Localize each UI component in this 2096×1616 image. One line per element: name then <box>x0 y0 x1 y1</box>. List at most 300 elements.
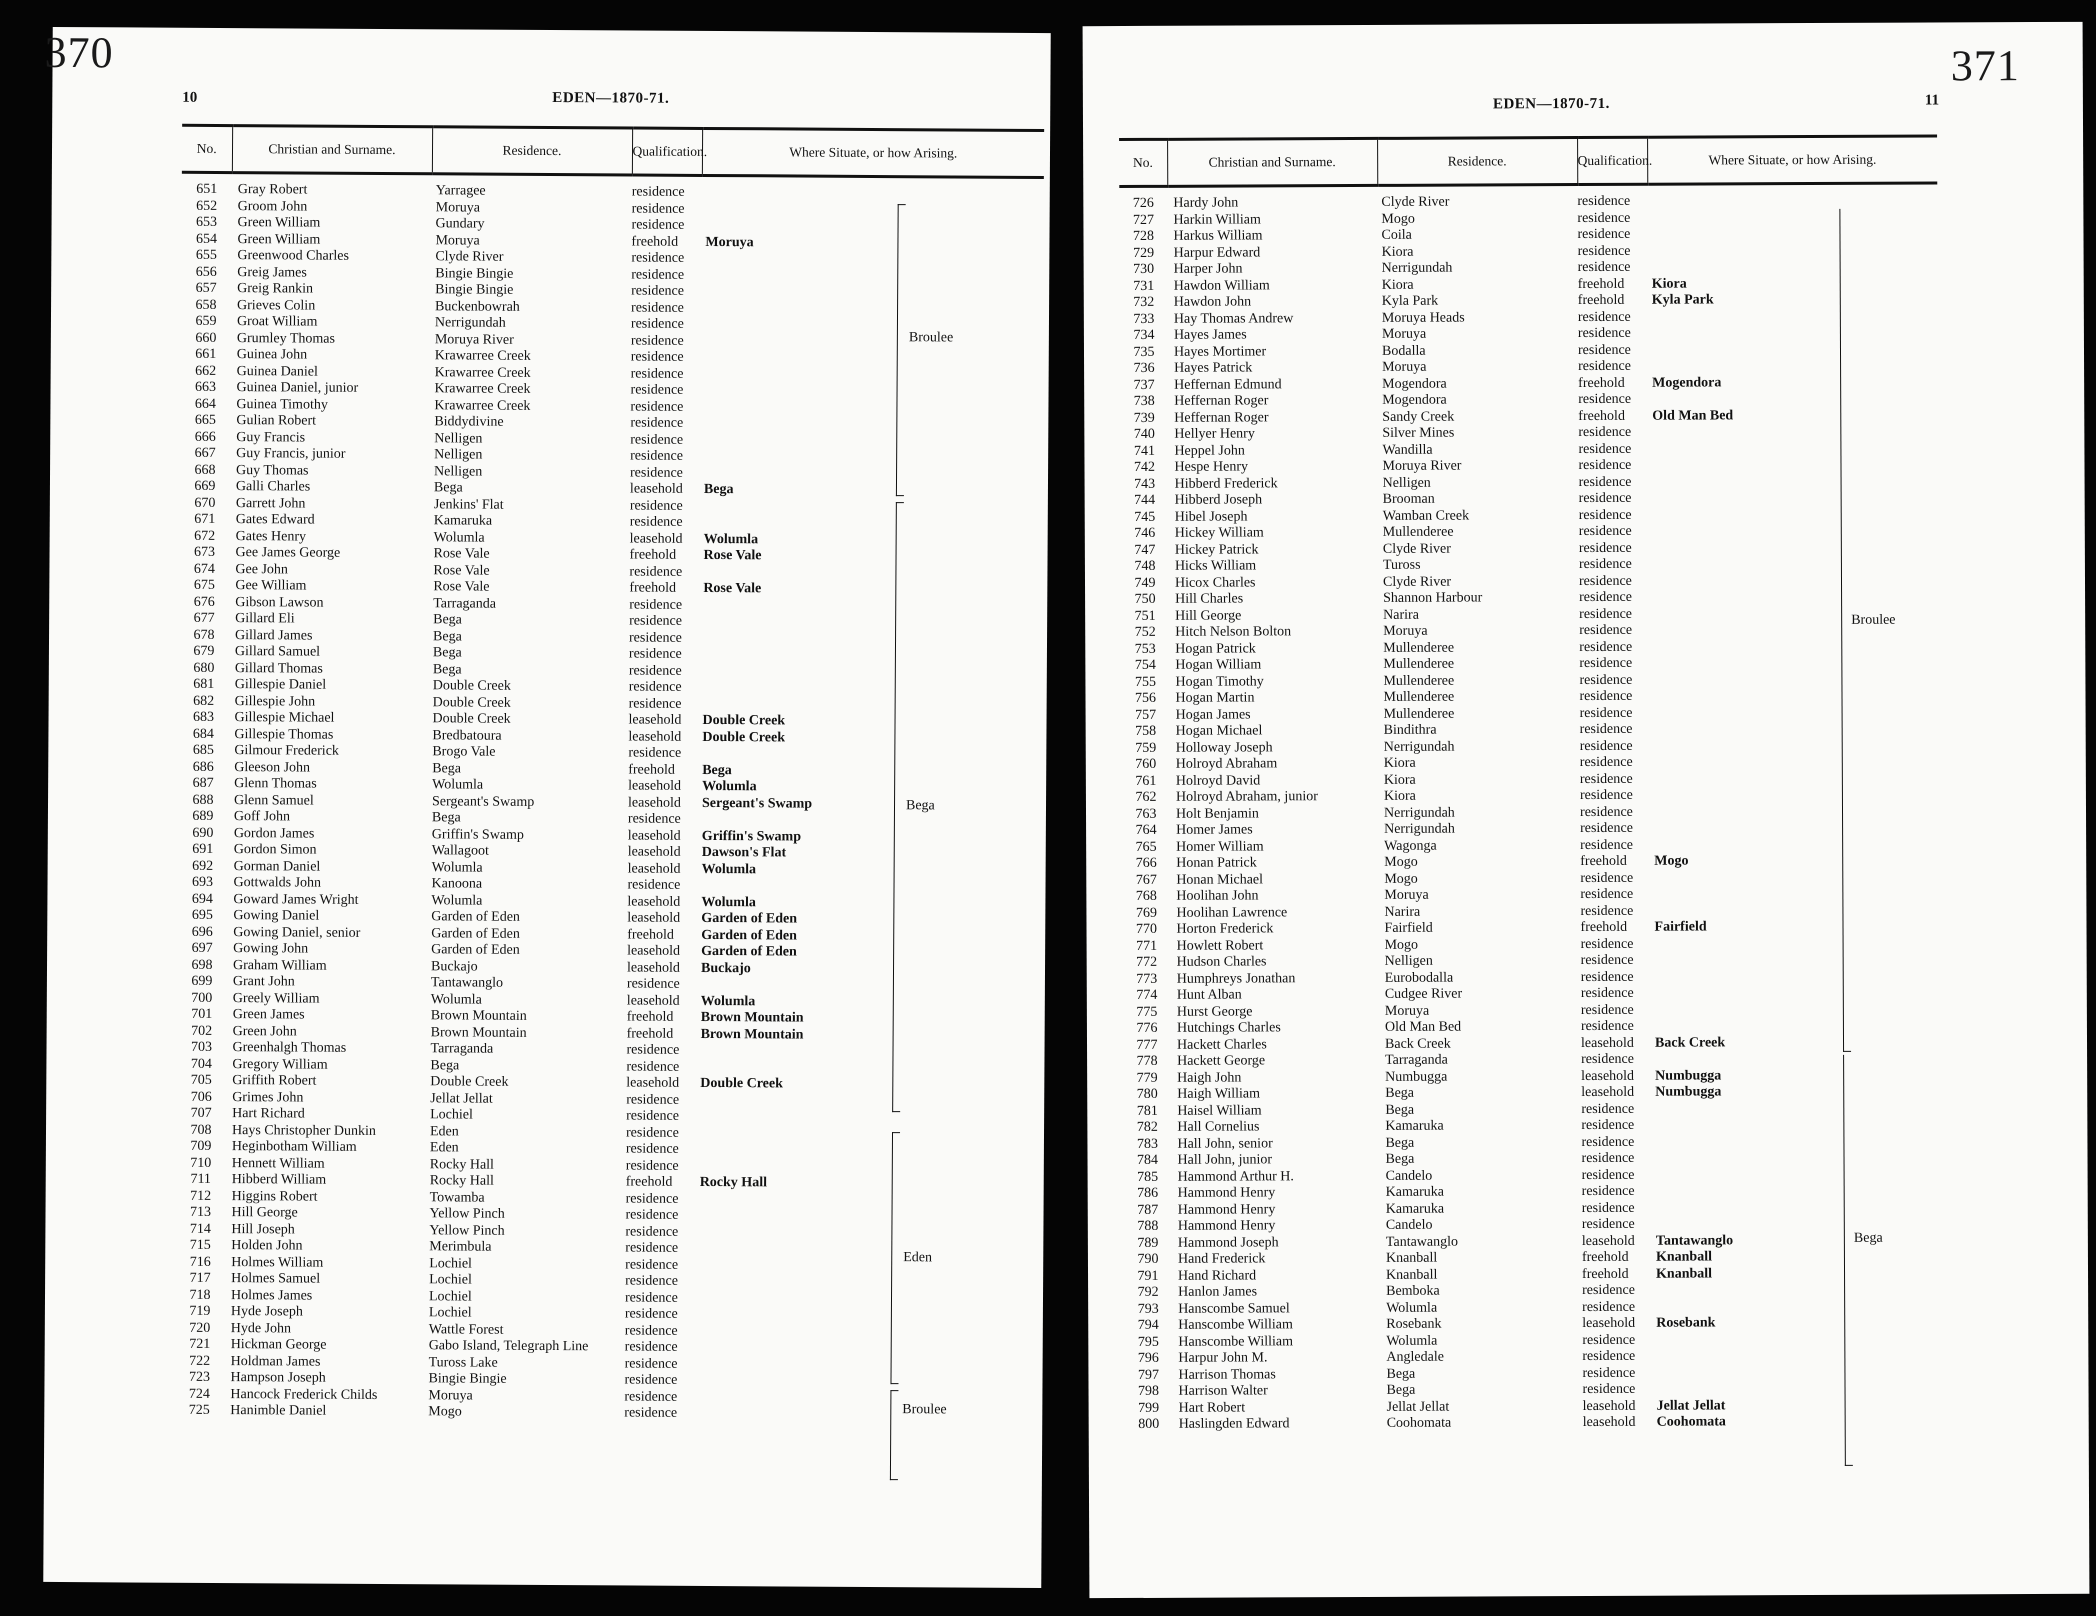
where-situate <box>1648 258 1938 276</box>
residence: Tantawanglo <box>430 975 504 991</box>
entry-number: 699 <box>191 973 213 989</box>
where-situate <box>1648 324 1938 342</box>
residence: Mogendora <box>1382 392 1447 408</box>
residence: Candelo <box>1385 1168 1433 1184</box>
voter-name: Hudson Charles <box>1176 954 1267 970</box>
voter-name: Gee William <box>235 578 307 594</box>
voter-name: Greig Rankin <box>237 281 314 297</box>
voter-name: Hickman George <box>230 1337 327 1353</box>
residence: Krawarree Creek <box>434 364 531 381</box>
where-situate: Mogo <box>1654 853 1689 869</box>
where-situate <box>699 696 1041 715</box>
voter-name: Holloway Joseph <box>1175 739 1273 756</box>
left-stamp-number: 370 <box>44 27 114 78</box>
entry-number: 743 <box>1134 476 1156 492</box>
entry-number: 687 <box>192 775 214 791</box>
header-no: No. <box>1119 139 1167 186</box>
residence: Kiora <box>1381 244 1414 260</box>
residence: Fairfield <box>1384 920 1433 936</box>
residence: Lochiel <box>428 1305 472 1321</box>
residence: Wandilla <box>1382 442 1433 458</box>
qualification: leasehold <box>626 1075 680 1091</box>
qualification: freehold <box>629 547 677 563</box>
voter-name: Hibberd Joseph <box>1174 492 1263 508</box>
entry-number: 769 <box>1135 905 1157 921</box>
qualification: residence <box>625 1157 679 1174</box>
residence: Bemboka <box>1386 1283 1440 1299</box>
where-situate <box>1650 885 1940 903</box>
where-situate <box>702 185 1044 204</box>
table-row <box>1125 1413 1943 1433</box>
qualification: residence <box>1577 226 1631 243</box>
voter-name: Hibberd Frederick <box>1174 475 1278 492</box>
residence: Knanball <box>1385 1267 1438 1283</box>
voter-name: Hay Thomas Andrew <box>1173 310 1294 327</box>
residence: Kamaruka <box>433 513 493 529</box>
where-situate: Wolumla <box>702 778 757 795</box>
where-situate <box>696 1043 1038 1062</box>
qualification: residence <box>630 316 684 332</box>
where-situate: Coohomata <box>1656 1414 1726 1430</box>
residence: Coila <box>1381 227 1412 243</box>
residence: Nelligen <box>434 430 483 447</box>
qualification: residence <box>626 1108 680 1124</box>
entry-number: 762 <box>1135 789 1157 805</box>
where-situate <box>1652 1199 1942 1217</box>
where-situate <box>695 1241 1037 1260</box>
entry-number: 664 <box>194 396 217 412</box>
entry-number: 756 <box>1134 690 1157 706</box>
where-situate <box>1649 621 1939 639</box>
residence: Mullenderee <box>1383 673 1455 689</box>
qualification: residence <box>625 1207 679 1223</box>
where-situate: Garden of Eden <box>701 927 797 944</box>
entry-number: 780 <box>1136 1086 1158 1102</box>
residence: Merimbula <box>429 1239 492 1255</box>
entry-number: 774 <box>1136 987 1158 1003</box>
where-situate <box>1650 720 1940 738</box>
voter-name: Homer James <box>1176 822 1253 838</box>
residence: Kiora <box>1381 277 1414 293</box>
entry-number: 739 <box>1133 410 1155 426</box>
qualification: residence <box>1578 490 1632 507</box>
entry-number: 672 <box>194 528 216 544</box>
where-situate <box>1649 473 1939 491</box>
qualification: residence <box>624 1355 678 1372</box>
voter-name: Gordon James <box>233 825 315 842</box>
qualification: residence <box>629 514 683 530</box>
voter-name: Guy Thomas <box>236 462 309 479</box>
voter-name: Glenn Thomas <box>234 776 317 792</box>
header-name: Christian and Surname. <box>232 126 432 174</box>
where-situate <box>1649 522 1939 540</box>
residence: Wolumla <box>432 777 484 793</box>
qualification: residence <box>1579 705 1633 721</box>
entry-number: 660 <box>195 330 217 346</box>
voter-name: Hall John, junior <box>1177 1152 1273 1168</box>
right-header-row <box>1119 136 1937 187</box>
where-situate <box>1650 786 1940 804</box>
voter-name: Hoolihan Lawrence <box>1176 904 1288 921</box>
qualification: residence <box>1579 639 1633 655</box>
qualification: residence <box>627 877 681 893</box>
qualification: residence <box>1581 1167 1635 1183</box>
residence: Eden <box>429 1140 459 1156</box>
residence: Bega <box>1386 1366 1416 1382</box>
qualification: residence <box>1579 771 1633 787</box>
entry-number: 663 <box>195 379 217 395</box>
entry-number: 691 <box>192 841 214 857</box>
entry-number: 782 <box>1136 1119 1158 1135</box>
entry-number: 688 <box>192 792 214 808</box>
where-situate <box>697 977 1039 996</box>
entry-number: 791 <box>1137 1268 1159 1284</box>
qualification: residence <box>1581 1200 1635 1216</box>
voter-name: Hawdon John <box>1173 294 1252 310</box>
voter-name: Guy Francis <box>236 429 306 446</box>
qualification: residence <box>1582 1348 1636 1365</box>
residence: Krawarree Creek <box>434 397 531 414</box>
qualification: residence <box>628 662 682 679</box>
entry-number: 783 <box>1136 1136 1158 1152</box>
where-situate <box>699 680 1041 699</box>
right-group-label-2: Bega <box>1853 1230 1883 1246</box>
entry-number: 668 <box>194 462 216 478</box>
where-situate <box>695 1307 1037 1326</box>
residence: Yellow Pinch <box>429 1222 505 1239</box>
residence: Bredbatoura <box>432 727 502 744</box>
qualification: leasehold <box>1582 1315 1636 1332</box>
qualification: residence <box>1578 358 1631 375</box>
where-situate <box>1651 1133 1941 1151</box>
voter-name: Hogan Patrick <box>1175 640 1256 657</box>
voter-name: Guinea Daniel, junior <box>236 380 359 396</box>
left-header-row <box>182 125 1044 177</box>
qualification: residence <box>631 184 685 200</box>
voter-name: Hill Charles <box>1175 591 1244 607</box>
where-situate: Rosebank <box>1656 1315 1716 1331</box>
voter-name: Gregory William <box>232 1056 328 1073</box>
where-situate: Double Creek <box>700 1075 783 1092</box>
qualification: residence <box>1577 193 1631 210</box>
voter-name: Honan Patrick <box>1176 855 1257 871</box>
voter-name: Gillespie John <box>234 693 316 710</box>
where-situate <box>1652 1380 1942 1398</box>
voter-name: Haslingden Edward <box>1178 1416 1290 1432</box>
entry-number: 726 <box>1132 195 1154 211</box>
residence: Garden of Eden <box>431 942 520 958</box>
where-situate <box>700 498 1042 517</box>
voter-name: Hellyer Henry <box>1174 426 1255 442</box>
qualification: residence <box>628 745 682 761</box>
residence: Bega <box>1385 1102 1415 1118</box>
residence: Moruya <box>1384 887 1429 903</box>
qualification: leasehold <box>627 893 681 910</box>
header-qualification: Qualification. <box>632 128 702 175</box>
qualification: leasehold <box>627 827 681 844</box>
qualification: residence <box>631 267 685 283</box>
qualification: residence <box>1577 309 1631 325</box>
voter-name: Gibson Lawson <box>235 594 324 611</box>
entry-number: 744 <box>1134 492 1156 508</box>
entry-number: 788 <box>1137 1218 1159 1234</box>
where-situate <box>1648 390 1938 408</box>
qualification: residence <box>624 1372 678 1388</box>
voter-name: Grimes John <box>232 1089 304 1106</box>
where-situate: Mogendora <box>1652 374 1722 391</box>
qualification: residence <box>1580 820 1633 837</box>
residence: Mullenderee <box>1382 524 1454 540</box>
entry-number: 728 <box>1132 228 1155 244</box>
qualification: residence <box>628 695 682 712</box>
voter-name: Hall John, senior <box>1177 1135 1273 1152</box>
residence: Eden <box>429 1123 459 1139</box>
residence: Griffin's Swamp <box>431 826 524 843</box>
qualification: residence <box>1577 259 1631 276</box>
voter-name: Holroyd David <box>1175 772 1261 789</box>
where-situate <box>1651 1100 1941 1118</box>
qualification: leasehold <box>1581 1233 1635 1249</box>
voter-name: Hibberd William <box>231 1172 327 1188</box>
qualification: residence <box>630 366 684 382</box>
qualification: residence <box>1578 441 1632 457</box>
entry-number: 720 <box>189 1320 211 1336</box>
where-situate <box>694 1389 1036 1408</box>
where-situate <box>701 267 1043 286</box>
where-situate <box>1649 687 1939 705</box>
voter-name: Holroyd Abraham <box>1175 756 1278 772</box>
entry-number: 723 <box>188 1369 211 1385</box>
voter-name: Gee James George <box>235 545 341 561</box>
entry-number: 759 <box>1135 740 1157 756</box>
entry-number: 781 <box>1136 1103 1158 1119</box>
voter-name: Greenwood Charles <box>237 248 349 264</box>
entry-number: 729 <box>1133 245 1155 261</box>
voter-name: Hurst George <box>1176 1003 1253 1020</box>
where-situate: Back Creek <box>1654 1034 1726 1051</box>
qualification: residence <box>630 465 683 481</box>
entry-number: 718 <box>189 1287 211 1303</box>
where-situate <box>695 1274 1037 1293</box>
entry-number: 670 <box>194 495 216 511</box>
left-group-label-4: Broulee <box>902 1402 947 1418</box>
residence: Lochiel <box>428 1288 472 1305</box>
residence: Bega <box>1386 1382 1416 1398</box>
qualification: freehold <box>628 761 675 778</box>
voter-name: Gillard Thomas <box>234 660 323 677</box>
where-situate <box>1652 1281 1942 1299</box>
where-situate <box>1649 506 1939 524</box>
voter-name: Hoolihan John <box>1176 888 1259 904</box>
residence: Nelligen <box>434 447 483 463</box>
entry-number: 680 <box>193 660 215 676</box>
qualification: residence <box>1580 969 1634 985</box>
residence: Bingie Bingie <box>428 1371 507 1387</box>
qualification: residence <box>630 399 684 415</box>
entry-number: 800 <box>1138 1416 1160 1432</box>
qualification: residence <box>1579 738 1633 754</box>
entry-number: 747 <box>1134 542 1156 558</box>
where-situate <box>1652 1364 1942 1382</box>
qualification: residence <box>1580 952 1634 969</box>
entry-number: 689 <box>192 808 214 824</box>
residence: Tuross Lake <box>428 1354 498 1371</box>
voter-name: Gillespie Michael <box>234 710 335 726</box>
residence: Bindithra <box>1383 722 1437 738</box>
qualification: residence <box>625 1141 679 1157</box>
residence: Moruya <box>428 1387 473 1404</box>
voter-name: Holroyd Abraham, junior <box>1175 789 1318 805</box>
voter-name: Grumley Thomas <box>236 330 336 347</box>
where-situate: Garden of Eden <box>701 943 797 960</box>
voter-name: Hill George <box>1175 608 1242 624</box>
voter-name: Homer William <box>1176 838 1264 855</box>
voter-name: Holdman James <box>230 1353 321 1370</box>
voter-name: Gillard James <box>235 627 313 644</box>
where-situate <box>699 564 1041 583</box>
voter-name: Greig James <box>237 264 307 281</box>
residence: Cudgee River <box>1384 986 1463 1002</box>
voter-name: Hammond Arthur H. <box>1177 1168 1294 1185</box>
where-situate <box>1650 770 1940 788</box>
voter-name: Gillard Samuel <box>234 644 321 660</box>
entry-number: 757 <box>1135 707 1157 723</box>
where-situate <box>698 812 1040 831</box>
qualification: residence <box>1581 1216 1635 1233</box>
entry-number: 764 <box>1135 822 1157 838</box>
where-situate <box>1652 1298 1942 1316</box>
voter-name: Gulian Robert <box>236 413 317 429</box>
left-group-label-1: Broulee <box>908 330 954 346</box>
right-page <box>1083 22 2090 1598</box>
voter-name: Hespe Henry <box>1174 459 1249 475</box>
residence: Tuross <box>1382 557 1421 573</box>
qualification: residence <box>627 811 681 827</box>
where-situate <box>1649 638 1939 656</box>
where-situate <box>1649 539 1939 557</box>
where-situate <box>1649 489 1939 507</box>
voter-name: Greely William <box>232 990 320 1007</box>
residence: Mullenderee <box>1383 706 1455 722</box>
qualification: residence <box>1582 1282 1635 1299</box>
where-situate <box>1652 1347 1942 1365</box>
qualification: residence <box>629 563 683 580</box>
residence: Nerrigundah <box>1384 821 1455 837</box>
qualification: residence <box>1577 243 1631 259</box>
residence: Yellow Pinch <box>429 1206 505 1222</box>
residence: Nelligen <box>434 463 483 480</box>
where-situate <box>1652 1182 1942 1200</box>
qualification: freehold <box>1578 375 1625 391</box>
qualification: residence <box>1582 1299 1636 1315</box>
qualification: residence <box>1579 672 1633 688</box>
qualification: residence <box>631 250 685 266</box>
residence: Clyde River <box>1382 574 1452 590</box>
where-situate <box>1650 803 1940 821</box>
voter-name: Goff John <box>233 809 291 825</box>
where-situate: Wolumla <box>703 531 759 547</box>
where-situate <box>1648 357 1938 375</box>
where-situate <box>1649 605 1939 623</box>
qualification: residence <box>624 1339 678 1355</box>
qualification: residence <box>1578 391 1632 408</box>
voter-name: Guinea John <box>236 347 308 363</box>
header-where-situate: Where Situate, or how Arising. <box>1647 136 1937 184</box>
voter-name: Gates Edward <box>235 512 315 528</box>
header-qualification: Qualification. <box>1577 137 1647 184</box>
residence: Mogo <box>1381 211 1415 227</box>
where-situate <box>702 201 1044 220</box>
voter-name: Hitch Nelson Bolton <box>1175 624 1292 640</box>
entry-number: 682 <box>193 693 215 709</box>
entry-number: 693 <box>191 874 214 890</box>
where-situate <box>1650 902 1940 920</box>
where-situate <box>1649 555 1939 573</box>
where-situate <box>699 614 1041 633</box>
where-situate <box>1649 588 1939 606</box>
residence: Wolumla <box>430 991 482 1008</box>
entry-number: 737 <box>1133 377 1155 393</box>
entry-number: 666 <box>194 429 216 445</box>
where-situate <box>696 1059 1038 1078</box>
entry-number: 755 <box>1134 674 1156 690</box>
qualification: residence <box>629 613 683 629</box>
entry-number: 719 <box>189 1303 211 1319</box>
qualification: residence <box>1581 1183 1635 1200</box>
voter-name: Griffith Robert <box>232 1073 317 1089</box>
where-situate <box>1651 984 1941 1002</box>
where-situate <box>695 1340 1037 1359</box>
header-where-situate: Where Situate, or how Arising. <box>702 128 1044 177</box>
residence: Tantawanglo <box>1385 1234 1459 1250</box>
where-situate <box>1649 671 1939 689</box>
voter-name: Harkus William <box>1173 228 1263 244</box>
qualification: residence <box>624 1306 678 1322</box>
residence: Rose Vale <box>433 546 490 562</box>
residence: Bega <box>432 645 462 661</box>
entry-number: 717 <box>189 1270 211 1286</box>
entry-number: 799 <box>1138 1400 1160 1416</box>
voter-name: Hawdon William <box>1173 277 1270 294</box>
residence: Jenkins' Flat <box>433 496 504 513</box>
entry-number: 706 <box>190 1089 212 1105</box>
qualification: residence <box>1581 1150 1635 1167</box>
entry-number: 786 <box>1137 1185 1159 1201</box>
residence: Jellat Jellat <box>430 1090 493 1107</box>
qualification: residence <box>625 1240 679 1256</box>
qualification: freehold <box>1578 408 1625 424</box>
residence: Wallagoot <box>431 843 489 859</box>
voter-name: Holmes William <box>231 1254 324 1271</box>
entry-number: 751 <box>1134 608 1156 624</box>
qualification: residence <box>1580 1002 1634 1018</box>
entry-number: 730 <box>1133 261 1155 277</box>
voter-name: Heffernan Roger <box>1174 393 1269 409</box>
voter-name: Harper John <box>1173 261 1243 277</box>
entry-number: 761 <box>1135 773 1157 789</box>
residence: Bega <box>432 628 462 644</box>
where-situate <box>1652 1215 1942 1233</box>
residence: Kanoona <box>431 876 483 892</box>
where-situate: Wolumla <box>700 993 756 1009</box>
voter-name: Hogan Martin <box>1175 690 1255 706</box>
qualification: leasehold <box>627 794 681 811</box>
voter-name: Hyde Joseph <box>230 1304 303 1320</box>
residence: Clyde River <box>1382 541 1451 557</box>
qualification: residence <box>629 498 683 514</box>
voter-name: Groat William <box>236 314 318 330</box>
entry-number: 712 <box>190 1188 212 1204</box>
